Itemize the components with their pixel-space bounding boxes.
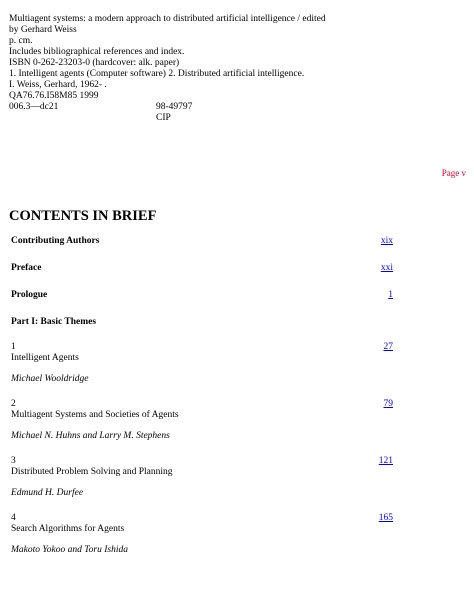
cip-line: 1. Intelligent agents (Computer software) 2. Distributed artificial intelligence. bbox=[9, 69, 305, 79]
toc-entry-preface bbox=[11, 263, 393, 273]
toc-page-link[interactable]: 165 bbox=[378, 513, 393, 523]
cip-line: p. cm. bbox=[9, 36, 33, 46]
toc-entry-title: Contributing Authors bbox=[11, 236, 100, 246]
chapter-author: Michael N. Huhns and Larry M. Stephens bbox=[11, 431, 170, 441]
cip-line: ISBN 0-262-23203-0 (hardcover: alk. paper) bbox=[9, 58, 180, 68]
chapter-author: Edmund H. Durfee bbox=[11, 488, 84, 498]
cip-class-row bbox=[9, 102, 326, 113]
cip-label: CIP bbox=[156, 113, 171, 123]
toc-page-link[interactable]: 27 bbox=[383, 342, 393, 352]
cip-line: I. Weiss, Gerhard, 1962- . bbox=[9, 80, 107, 90]
toc-entry-contributing-authors bbox=[11, 236, 393, 246]
toc-page-link[interactable]: xxi bbox=[380, 263, 393, 273]
chapter-title: Intelligent Agents bbox=[11, 353, 79, 363]
toc-page-link[interactable]: 1 bbox=[388, 290, 393, 300]
toc-chapter bbox=[11, 399, 393, 441]
lc-number: 98-49797 bbox=[156, 102, 193, 112]
chapter-author: Michael Wooldridge bbox=[11, 374, 89, 384]
chapter-author: Makoto Yokoo and Toru Ishida bbox=[11, 545, 129, 555]
toc-page-link[interactable]: xix bbox=[380, 236, 393, 246]
cip-block bbox=[9, 14, 326, 124]
toc-entry-title: Preface bbox=[11, 263, 42, 273]
chapter-number: 3 bbox=[11, 456, 16, 466]
toc-page-link[interactable]: 121 bbox=[378, 456, 393, 466]
cip-label-row bbox=[9, 113, 326, 124]
page-marker: Page v bbox=[441, 168, 466, 178]
chapter-title: Distributed Problem Solving and Planning bbox=[11, 467, 173, 477]
cip-line: Multiagent systems: a modern approach to distributed artificial intelligence / edited bbox=[9, 14, 326, 24]
toc-entry-prologue bbox=[11, 290, 393, 300]
toc-chapter bbox=[11, 456, 393, 498]
cip-line: Includes bibliographical references and index. bbox=[9, 47, 185, 57]
chapter-number: 1 bbox=[11, 342, 16, 352]
chapter-number: 4 bbox=[11, 513, 16, 523]
cip-line: by Gerhard Weiss bbox=[9, 25, 77, 35]
class-number: 006.3—dc21 bbox=[9, 102, 59, 112]
cip-line: QA76.76.I58M85 1999 bbox=[9, 91, 99, 101]
chapter-title: Search Algorithms for Agents bbox=[11, 524, 125, 534]
toc-part-heading bbox=[11, 317, 393, 327]
contents-title: CONTENTS IN BRIEF bbox=[9, 208, 157, 224]
chapter-number: 2 bbox=[11, 399, 16, 409]
toc-page-link[interactable]: 79 bbox=[383, 399, 393, 409]
toc-chapter bbox=[11, 342, 393, 384]
toc-chapter bbox=[11, 513, 393, 555]
toc-entry-title: Prologue bbox=[11, 290, 48, 300]
part-title: Part I: Basic Themes bbox=[11, 317, 97, 327]
chapter-title: Multiagent Systems and Societies of Agents bbox=[11, 410, 179, 420]
